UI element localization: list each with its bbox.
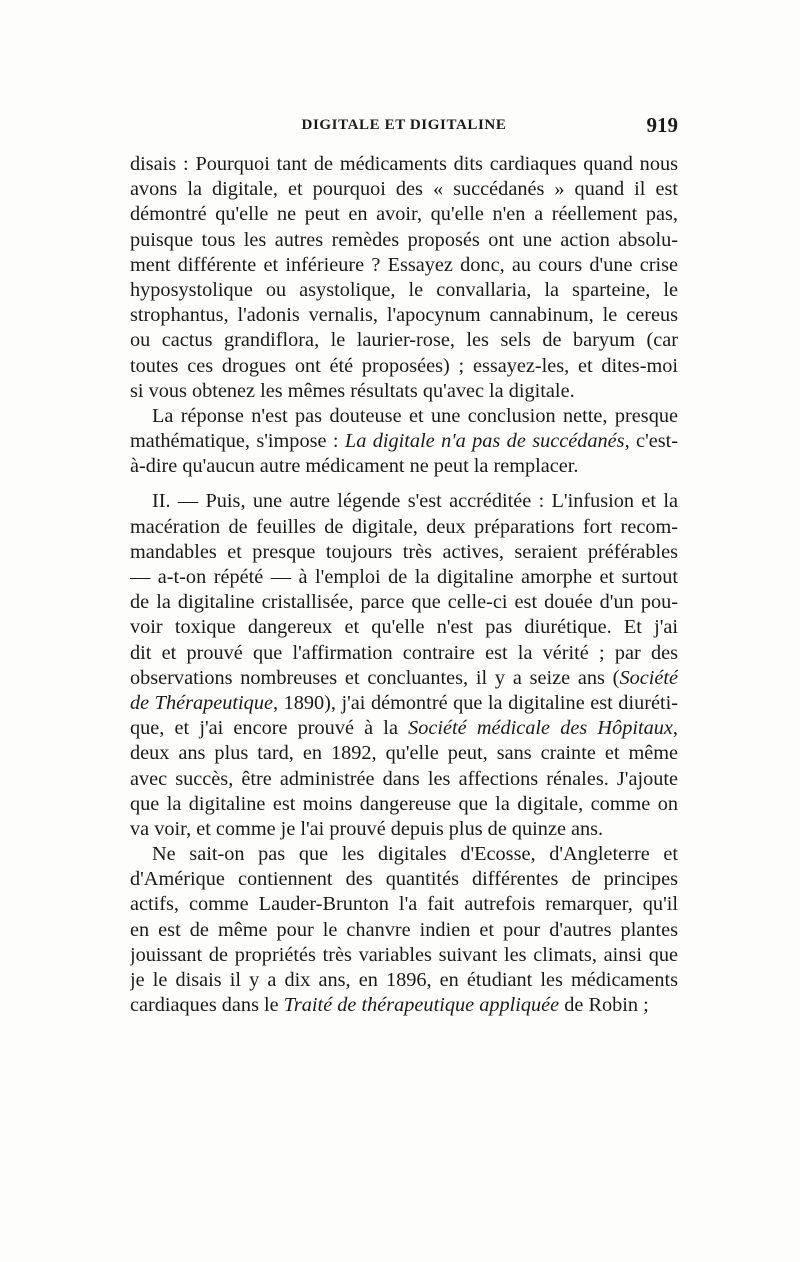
text-line	[130, 741, 678, 766]
paragraph	[130, 489, 678, 842]
italic-text: Société	[619, 666, 678, 689]
running-head	[130, 113, 678, 143]
text-line	[130, 379, 678, 404]
text-line	[130, 892, 678, 917]
text-run: démontré qu'elle ne peut en avoir, qu'elle n'en a réellement pas,	[130, 203, 678, 226]
text-run: macération de feuilles de digitale, deux préparations fort recom-	[130, 515, 678, 538]
text-line	[130, 993, 678, 1018]
body-text	[130, 152, 678, 1018]
page-number: 919	[646, 113, 678, 137]
text-run: à-dire qu'aucun autre médicament ne peut la remplacer.	[130, 455, 579, 478]
text-run: ,	[672, 717, 678, 740]
text-line	[130, 615, 678, 640]
text-run: — a-t-on répété — à l'emploi de la digitaline amorphe et surtout	[130, 566, 678, 588]
text-line	[130, 328, 678, 353]
paragraph	[130, 152, 678, 404]
text-run: jouissant de propriétés très variables suivant les climats, ainsi que	[130, 943, 678, 966]
text-run: toutes ces drogues ont été proposées) ; essayez-les, et dites-moi	[130, 354, 678, 377]
italic-text: de Thérapeutique	[130, 691, 273, 714]
text-line	[130, 354, 678, 379]
text-line	[130, 641, 678, 666]
text-line	[130, 792, 678, 817]
paragraph-gap	[130, 479, 678, 489]
text-run: avons la digitale, et pourquoi des « succédanés » quand il est	[130, 178, 678, 201]
text-run: ment différente et inférieure ? Essayez donc, au cours d'une crise	[130, 253, 678, 276]
text-line	[130, 716, 678, 741]
text-run: disais : Pourquoi tant de médicaments dits cardiaques quand nous	[130, 153, 678, 175]
text-line	[130, 817, 678, 842]
text-run: je le disais il y a dix ans, en 1896, en étudiant les médicaments	[130, 969, 678, 991]
text-line	[130, 968, 678, 993]
italic-text: Société médicale des Hôpitaux	[408, 717, 673, 740]
running-title: DIGITALE ET DIGITALINE	[301, 117, 507, 133]
text-line	[130, 842, 678, 867]
text-run: deux ans plus tard, en 1892, qu'elle peut, sans crainte et même	[130, 742, 678, 765]
text-line	[130, 489, 678, 514]
text-line	[130, 404, 678, 429]
text-run: puisque tous les autres remèdes proposés ont une action absolu-	[130, 228, 678, 251]
text-run: hyposystolique ou asystolique, le convallaria, la sparteine, le	[130, 278, 678, 301]
text-run: , 1890), j'ai démontré que la digitaline est diuréti-	[272, 691, 678, 714]
text-run: en est de même pour le chanvre indien et pour d'autres plantes	[130, 918, 678, 941]
text-line	[130, 767, 678, 792]
text-run: voir toxique dangereux et qu'elle n'est pas diurétique. Et j'ai	[130, 616, 678, 639]
italic-text: Traité de thérapeutique appliquée	[283, 994, 560, 1017]
text-line	[130, 565, 678, 590]
text-run: actifs, comme Lauder-Brunton l'a fait autrefois remarquer, qu'il	[130, 893, 678, 916]
text-run: que, et j'ai encore prouvé à la	[130, 717, 409, 740]
text-line	[130, 303, 678, 328]
text-run: Ne sait-on pas que les digitales d'Ecosse, d'Angleterre et	[152, 843, 678, 866]
text-run: que la digitaline est moins dangereuse que la digitale, comme on	[130, 792, 678, 815]
text-run: de Robin ;	[559, 994, 649, 1017]
text-line	[130, 454, 678, 479]
text-line	[130, 666, 678, 691]
text-run: va voir, et comme je l'ai prouvé depuis plus de quinze ans.	[130, 817, 604, 840]
text-run: ou cactus grandiflora, le laurier-rose, les sels de baryum (car	[130, 329, 678, 352]
text-line	[130, 590, 678, 615]
text-line	[130, 691, 678, 716]
italic-text: La digitale n'a pas de succédanés	[344, 430, 625, 453]
text-run: dit et prouvé que l'affirmation contraire est la vérité ; par des	[130, 641, 678, 664]
text-run: mandables et presque toujours très actives, seraient préférables	[130, 540, 678, 563]
text-line	[130, 867, 678, 892]
text-line	[130, 177, 678, 202]
text-line	[130, 540, 678, 565]
text-run: avec succès, être administrée dans les affections rénales. J'ajoute	[130, 767, 678, 790]
text-line	[130, 515, 678, 540]
text-run: cardiaques dans le	[130, 994, 284, 1017]
text-line	[130, 202, 678, 227]
text-run: mathématique, s'impose :	[130, 430, 345, 453]
text-line	[130, 278, 678, 303]
text-run: strophantus, l'adonis vernalis, l'apocynum cannabinum, le cereus	[130, 304, 678, 327]
text-line	[130, 918, 678, 943]
paragraph	[130, 842, 678, 1018]
text-line	[130, 152, 678, 177]
paragraph	[130, 404, 678, 480]
text-line	[130, 429, 678, 454]
text-run: si vous obtenez les mêmes résultats qu'avec la digitale.	[130, 379, 575, 402]
text-line	[130, 943, 678, 968]
text-run: d'Amérique contiennent des quantités différentes de principes	[130, 868, 678, 891]
text-run: de la digitaline cristallisée, parce que celle-ci est douée d'un pou-	[130, 591, 678, 614]
text-run: observations nombreuses et concluantes, il y a seize ans (	[130, 666, 620, 689]
text-line	[130, 228, 678, 253]
text-run: II. — Puis, une autre légende s'est accréditée : L'infusion et la	[152, 490, 678, 513]
text-line	[130, 253, 678, 278]
text-run: , c'est-	[624, 430, 678, 453]
text-run: La réponse n'est pas douteuse et une conclusion nette, presque	[152, 404, 678, 427]
